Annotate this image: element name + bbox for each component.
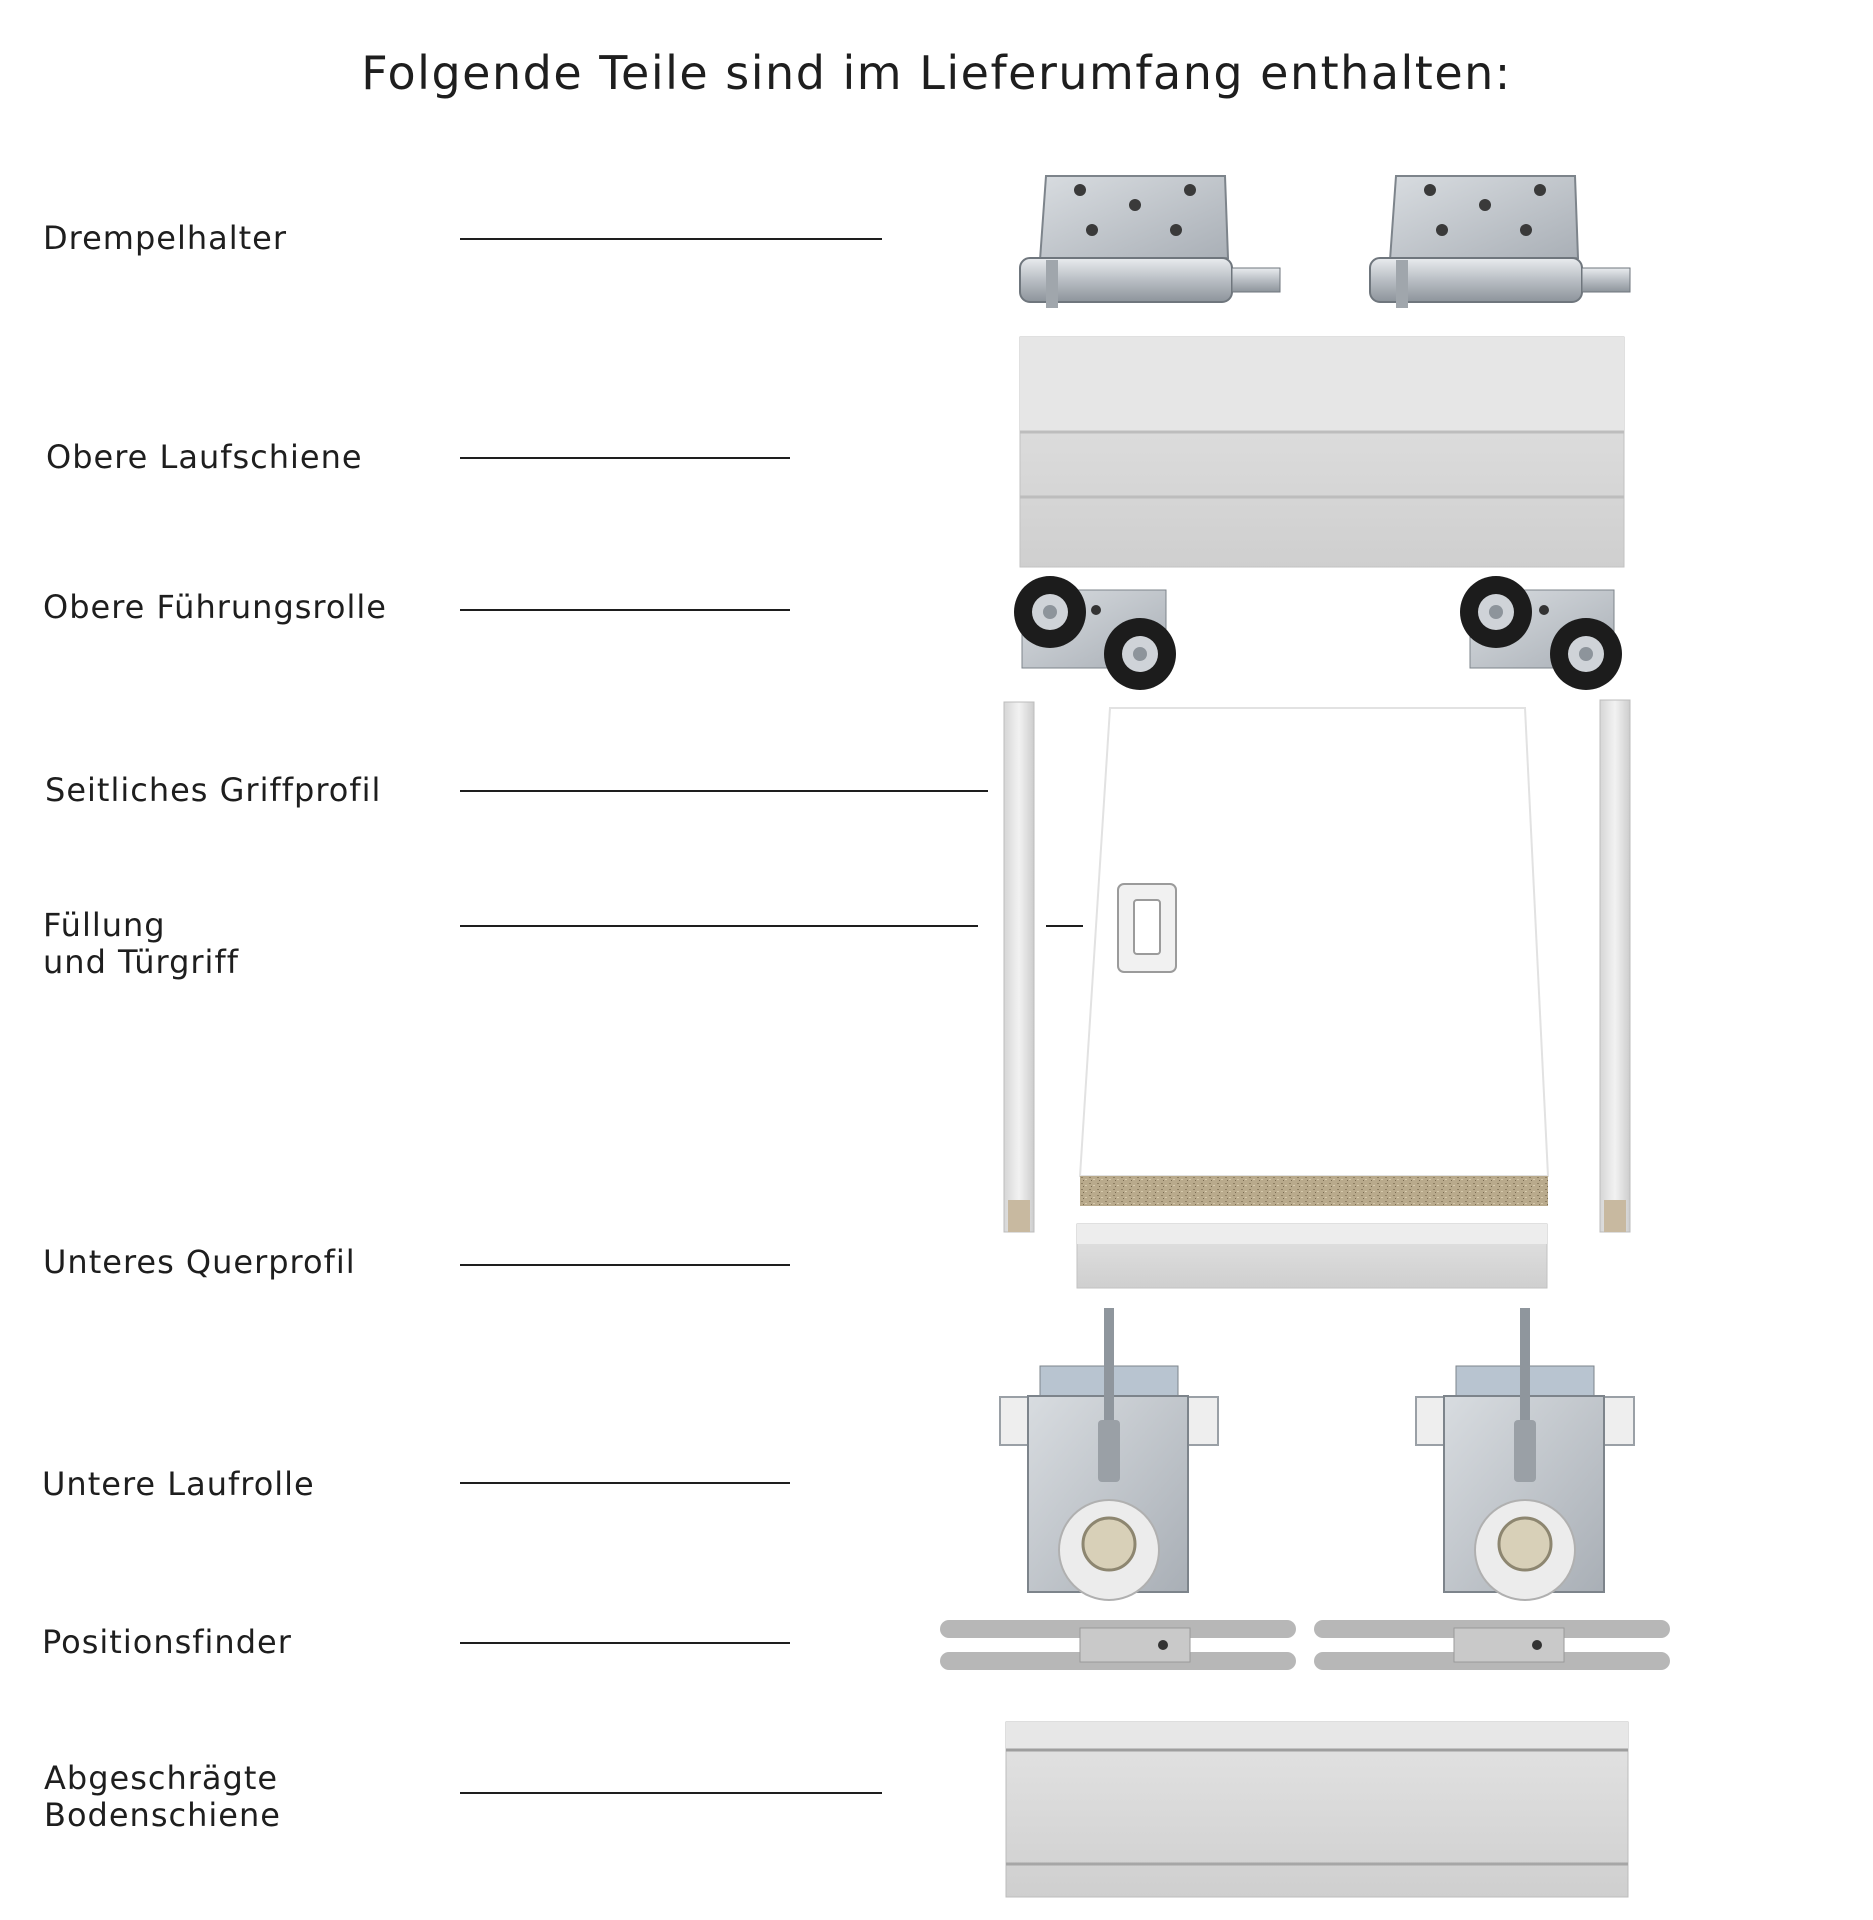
label-drempelhalter: Drempelhalter <box>43 219 288 257</box>
drempelhalter-left-icon <box>1020 176 1280 308</box>
tuergriff-icon <box>1118 884 1176 972</box>
unteres-querprofil-icon <box>1077 1224 1547 1288</box>
seitliches-griffprofil-right-icon <box>1600 700 1630 1232</box>
obere-fuehrungsrolle-right-icon <box>1460 576 1622 690</box>
obere-laufschiene-icon <box>1020 337 1624 567</box>
positionsfinder-right-icon <box>1314 1620 1670 1670</box>
label-obere-laufschiene: Obere Laufschiene <box>46 438 363 476</box>
drempelhalter-right-icon <box>1370 176 1630 308</box>
positionsfinder-left-icon <box>940 1620 1296 1670</box>
seitliches-griffprofil-left-icon <box>1004 702 1034 1232</box>
abgeschraegte-bodenschiene-icon <box>1006 1722 1628 1897</box>
untere-laufrolle-left-icon <box>1000 1308 1218 1600</box>
label-fuellung-line1: Füllung <box>43 906 166 944</box>
label-positionsfinder: Positionsfinder <box>42 1623 292 1661</box>
label-unteres-querprofil: Unteres Querprofil <box>43 1243 356 1281</box>
page-title: Folgende Teile sind im Lieferumfang enthalten: <box>361 46 1512 100</box>
label-bodenschiene-line2: Bodenschiene <box>44 1796 281 1834</box>
label-fuellung-line2: und Türgriff <box>43 943 239 981</box>
obere-fuehrungsrolle-left-icon <box>1014 576 1176 690</box>
label-untere-laufrolle: Untere Laufrolle <box>42 1465 315 1503</box>
label-bodenschiene-line1: Abgeschrägte <box>44 1759 279 1797</box>
label-seitliches-griffprofil: Seitliches Griffprofil <box>45 771 382 809</box>
label-obere-fuehrungsrolle: Obere Führungsrolle <box>43 588 387 626</box>
untere-laufrolle-right-icon <box>1416 1308 1634 1600</box>
